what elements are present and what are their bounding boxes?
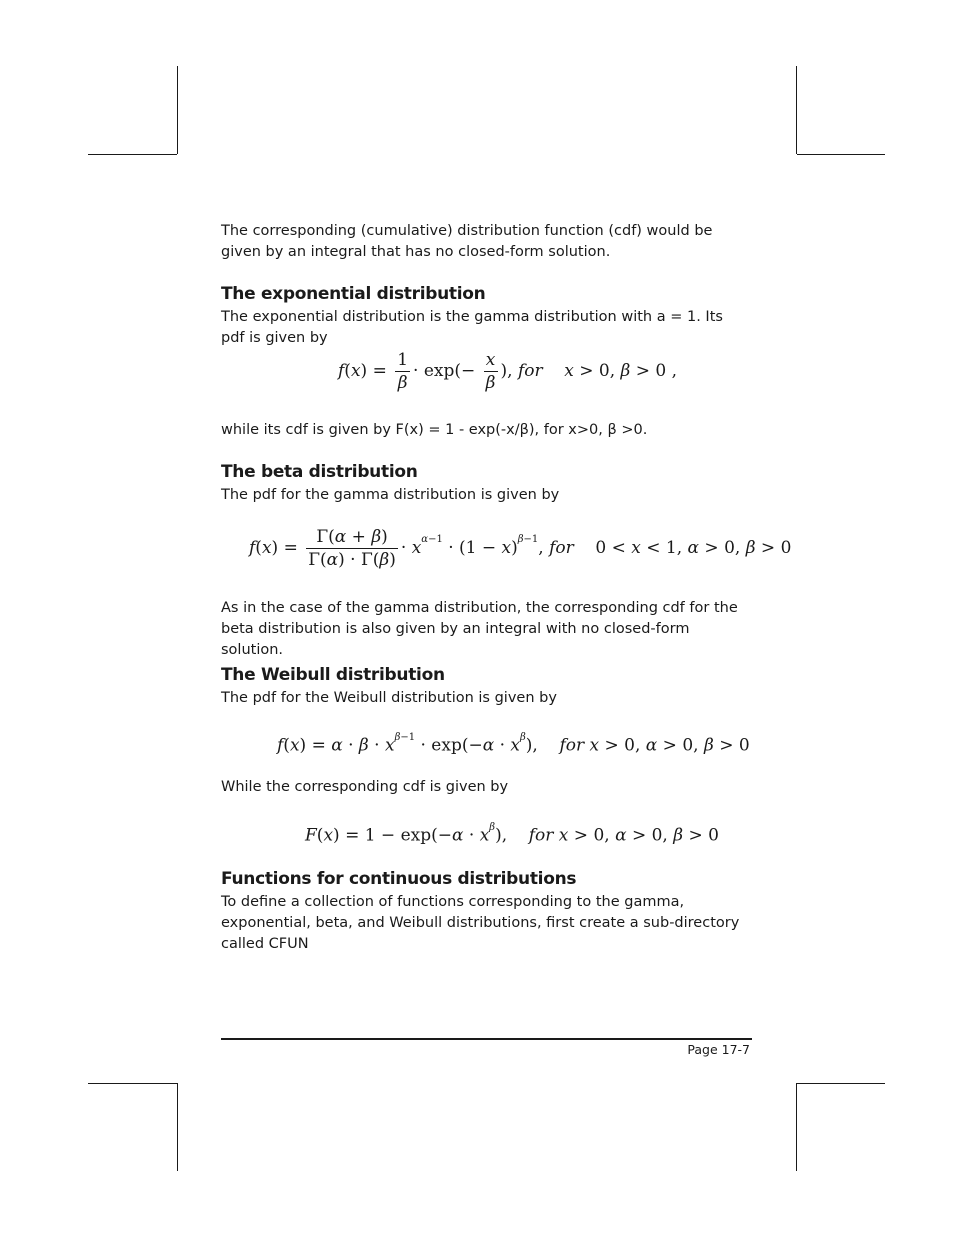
footer-rule [221, 1038, 752, 1040]
crop-mark [796, 1083, 797, 1171]
exponential-heading: The exponential distribution [221, 284, 486, 304]
crop-mark [797, 154, 885, 155]
exponential-cdf-text: while its cdf is given by F(x) = 1 - exp(-x/β), for x>0, β >0. [221, 422, 648, 438]
beta-text: The pdf for the gamma distribution is given by [221, 487, 560, 503]
crop-mark [177, 66, 178, 154]
beta-heading: The beta distribution [221, 462, 418, 482]
weibull-cdf-equation: $F(x) = 1 - \exp(-\alpha \cdot x^\beta)$, for x > 0, α > 0, β > 0 [305, 822, 719, 846]
beta-pdf-equation: f(x) = $\frac{\Gamma(\alpha + \beta)}{\Gamma(\alpha) \cdot \Gamma(\beta)}$ · $x^{\alpha-1} \cdot (1 - x)^{\beta-1}$, for 0 < x < 1, α > 0, β > 0 [249, 527, 792, 570]
weibull-cdf-text: While the corresponding cdf is given by [221, 779, 509, 795]
weibull-text: The pdf for the Weibull distribution is given by [221, 690, 557, 706]
functions-text: To define a collection of functions corresponding to the gamma, exponential, beta, and Weibull distributions, first create a sub-directory called CFUN [221, 894, 740, 952]
weibull-heading: The Weibull distribution [221, 665, 445, 685]
functions-heading: Functions for continuous distributions [221, 869, 577, 889]
crop-mark [88, 154, 177, 155]
crop-mark [88, 1083, 177, 1084]
exponential-text: The exponential distribution is the gamma distribution with a = 1. Its pdf is given by [221, 309, 723, 346]
beta-cdf-text: As in the case of the gamma distribution, the corresponding cdf for the beta distribution is also given by an integral with no closed-form solution. [221, 600, 738, 658]
weibull-pdf-equation: $f(x) = \alpha \cdot \beta \cdot x^{\beta-1} \cdot \exp(-\alpha \cdot x^\beta)$, for x > 0, α > 0, β > 0 [277, 732, 750, 756]
crop-mark [797, 1083, 885, 1084]
crop-mark [177, 1083, 178, 1171]
intro-paragraph: The corresponding (cumulative) distribution function (cdf) would be given by an integral that has no closed-form solution. [221, 223, 713, 260]
crop-mark [796, 66, 797, 154]
exponential-pdf-equation: f(x) = $\frac{1}{\beta}$ · exp(− $\frac{x}{\beta}$ ), for x > 0, β > 0 , [338, 350, 678, 393]
page-number: Page 17-7 [687, 1042, 750, 1057]
